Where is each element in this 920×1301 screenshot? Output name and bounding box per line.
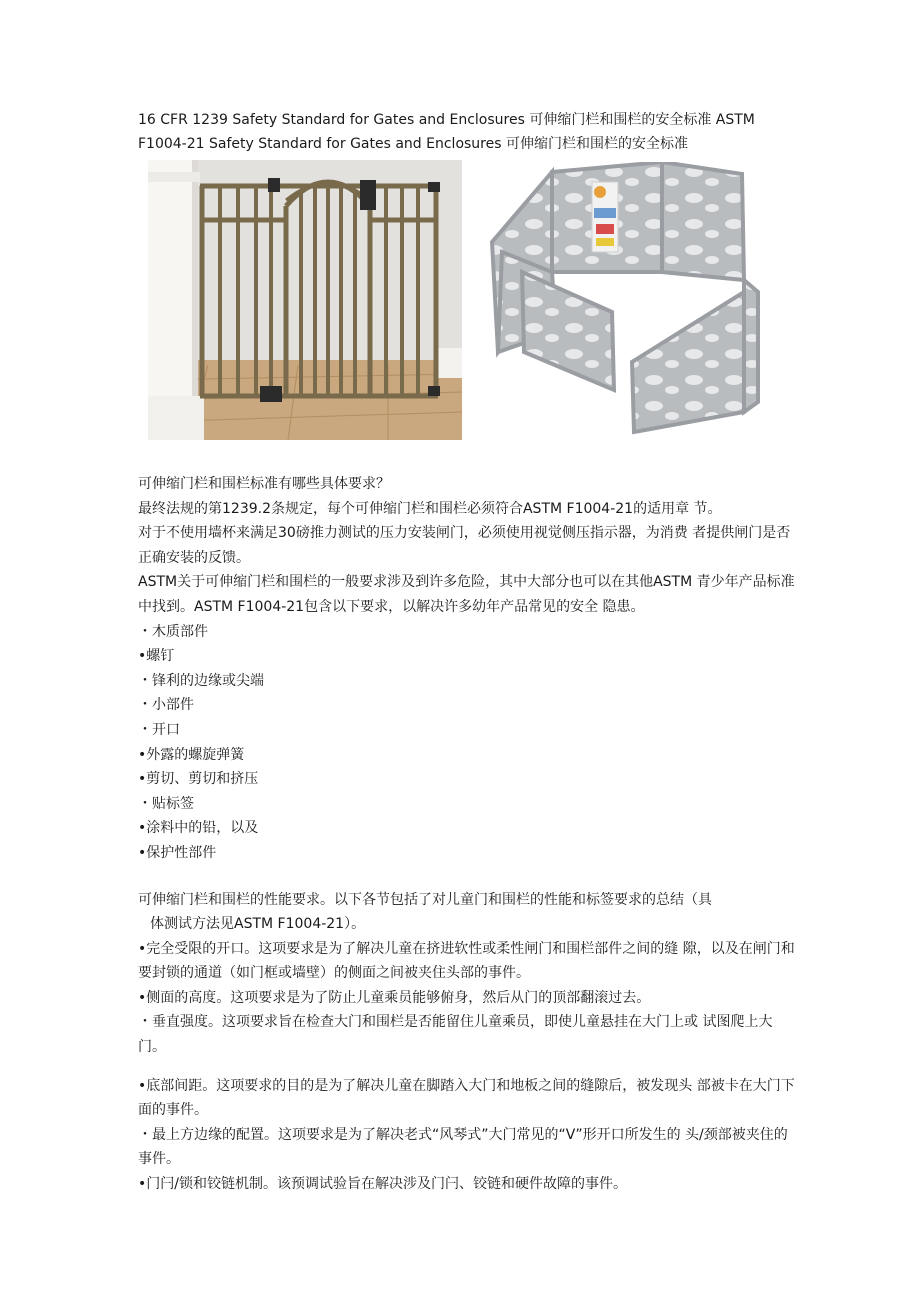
requirement-top-edge: ・最上方边缘的配置。这项要求是为了解决老式“风琴式”大门常见的“V”形开口所发生的 头/颈部被夹住的事件。 [138, 1126, 788, 1168]
paragraph-general-requirements: ASTM关于可伸缩门栏和围栏的一般要求涉及到许多危险，其中大部分也可以在其他ASTM 青少年产品标准中找到。ASTM F1004-21包含以下要求，以解决许多幼年产品常见的安全 隐患。 [138, 574, 795, 615]
requirement-bottom-spacing: •底部间距。这项要求的目的是为了解决儿童在脚踏入大门和地板之间的缝隙后，被发现头 部被卡在大门下面的事件。 [138, 1077, 795, 1119]
document-title: 16 CFR 1239 Safety Standard for Gates and Enclosures 可伸缩门栏和围栏的安全标准 ASTM F1004-21 Safety Standard for Gates and Enclosures 可伸缩门栏和围栏的安全标准 [138, 112, 755, 152]
spacer [138, 866, 798, 888]
performance-section [138, 888, 798, 1197]
paragraph-regulation: 最终法规的第1239.2条规定，每个可伸缩门栏和围栏必须符合ASTM F1004-21的适用章 节。 [138, 500, 722, 517]
performance-intro-cont: 体测试方法见ASTM F1004-21）。 [150, 916, 366, 933]
requirement-openings: •完全受限的开口。这项要求是为了解决儿童在挤进软性或柔性闸门和围栏部件之间的缝 隙，以及在闸门和要封锁的通道（如门框或墙壁）的侧面之间被夹住头部的事件。 [138, 940, 795, 982]
list-item: ・小部件 [138, 697, 194, 714]
document-page [138, 108, 798, 1197]
requirement-side-height: •侧面的高度。这项要求是为了防止儿童乘员能够俯身，然后从门的顶部翻滚过去。 [138, 989, 651, 1006]
list-item: ・锋利的边缘或尖端 [138, 672, 264, 689]
list-item: •涂料中的铅，以及 [138, 820, 259, 837]
list-item: •保护性部件 [138, 844, 217, 861]
product-images [138, 160, 798, 448]
safety-gate-image [148, 160, 462, 440]
performance-intro: 可伸缩门栏和围栏的性能要求。以下各节包括了对儿童门和围栏的性能和标签要求的总结（具 [138, 891, 712, 908]
requirement-latch-hinge: •门闩/锁和铰链机制。该预调试验旨在解决涉及门闩、铰链和硬件故障的事件。 [138, 1176, 627, 1193]
spacer [138, 1060, 798, 1074]
list-item: ・贴标签 [138, 795, 194, 812]
list-item: •外露的螺旋弹簧 [138, 746, 245, 763]
list-item: •螺钉 [138, 648, 175, 665]
requirement-vertical-strength: ・垂直强度。这项要求旨在检查大门和围栏是否能留住儿童乘员，即使儿童悬挂在大门上或 试图爬上大门。 [138, 1014, 773, 1056]
requirements-section [138, 472, 798, 866]
list-item: •剪切、剪切和挤压 [138, 771, 259, 788]
paragraph-pressure-gate: 对于不使用墙杯来满足30磅推力测试的压力安装闸门，必须使用视觉侧压指示器，为消费 者提供闸门是否正确安装的反馈。 [138, 525, 791, 566]
playpen-enclosure-image [482, 162, 784, 442]
section-question: 可伸缩门栏和围栏标准有哪些具体要求？ [138, 476, 390, 492]
list-item: ・木质部件 [138, 623, 208, 640]
list-item: ・开口 [138, 721, 180, 738]
